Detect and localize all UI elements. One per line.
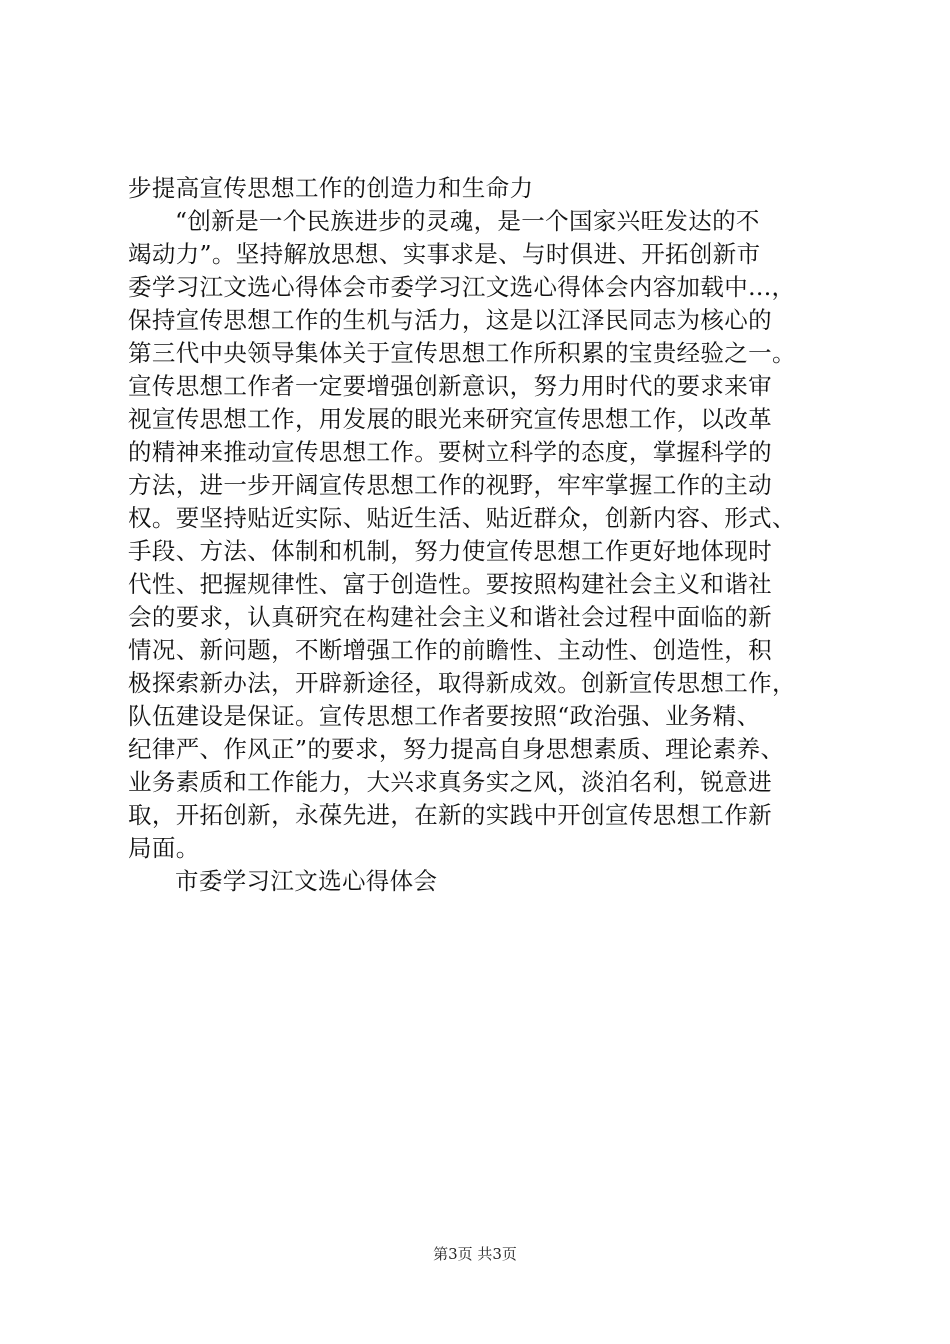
text-line: 纪律严、作风正”的要求，努力提高自身思想素质、理论素养、 [128, 735, 785, 763]
text-line: 极探索新办法，开辟新途径，取得新成效。创新宣传思想工作， [128, 669, 796, 697]
text-line: 方法，进一步开阔宣传思想工作的视野，牢牢掌握工作的主动 [128, 471, 772, 499]
text-line: 情况、新问题，不断增强工作的前瞻性、主动性、创造性，积 [128, 636, 772, 664]
text-line: 代性、把握规律性、富于创造性。要按照构建社会主义和谐社 [128, 570, 772, 598]
text-line: 视宣传思想工作，用发展的眼光来研究宣传思想工作，以改革 [128, 405, 772, 433]
text-line: 局面。 [128, 834, 200, 862]
text-line: 步提高宣传思想工作的创造力和生命力 [128, 174, 534, 202]
page-footer: 第3页 共3页 [433, 1245, 517, 1263]
text-line: 的精神来推动宣传思想工作。要树立科学的态度，掌握科学的 [128, 438, 772, 466]
document-body [128, 172, 868, 898]
paragraph-start-line: “创新是一个民族进步的灵魂，是一个国家兴旺发达的不 [175, 207, 760, 235]
text-line: 竭动力”。坚持解放思想、实事求是、与时俱进、开拓创新市 [128, 240, 761, 268]
text-line: 委学习江文选心得体会市委学习江文选心得体会内容加载中...， [128, 273, 796, 301]
text-line: 队伍建设是保证。宣传思想工作者要按照“政治强、业务精、 [128, 702, 761, 730]
text-line: 业务素质和工作能力，大兴求真务实之风，淡泊名利，锐意进 [128, 768, 772, 796]
closing-title-line: 市委学习江文选心得体会 [175, 867, 438, 895]
text-line: 保持宣传思想工作的生机与活力，这是以江泽民同志为核心的 [128, 306, 772, 334]
text-line: 第三代中央领导集体关于宣传思想工作所积累的宝贵经验之一。 [128, 339, 796, 367]
text-line: 手段、方法、体制和机制，努力使宣传思想工作更好地体现时 [128, 537, 772, 565]
text-line: 权。要坚持贴近实际、贴近生活、贴近群众，创新内容、形式、 [128, 504, 796, 532]
text-line: 宣传思想工作者一定要增强创新意识，努力用时代的要求来审 [128, 372, 772, 400]
text-line: 取，开拓创新，永葆先进，在新的实践中开创宣传思想工作新 [128, 801, 772, 829]
text-line: 会的要求，认真研究在构建社会主义和谐社会过程中面临的新 [128, 603, 772, 631]
